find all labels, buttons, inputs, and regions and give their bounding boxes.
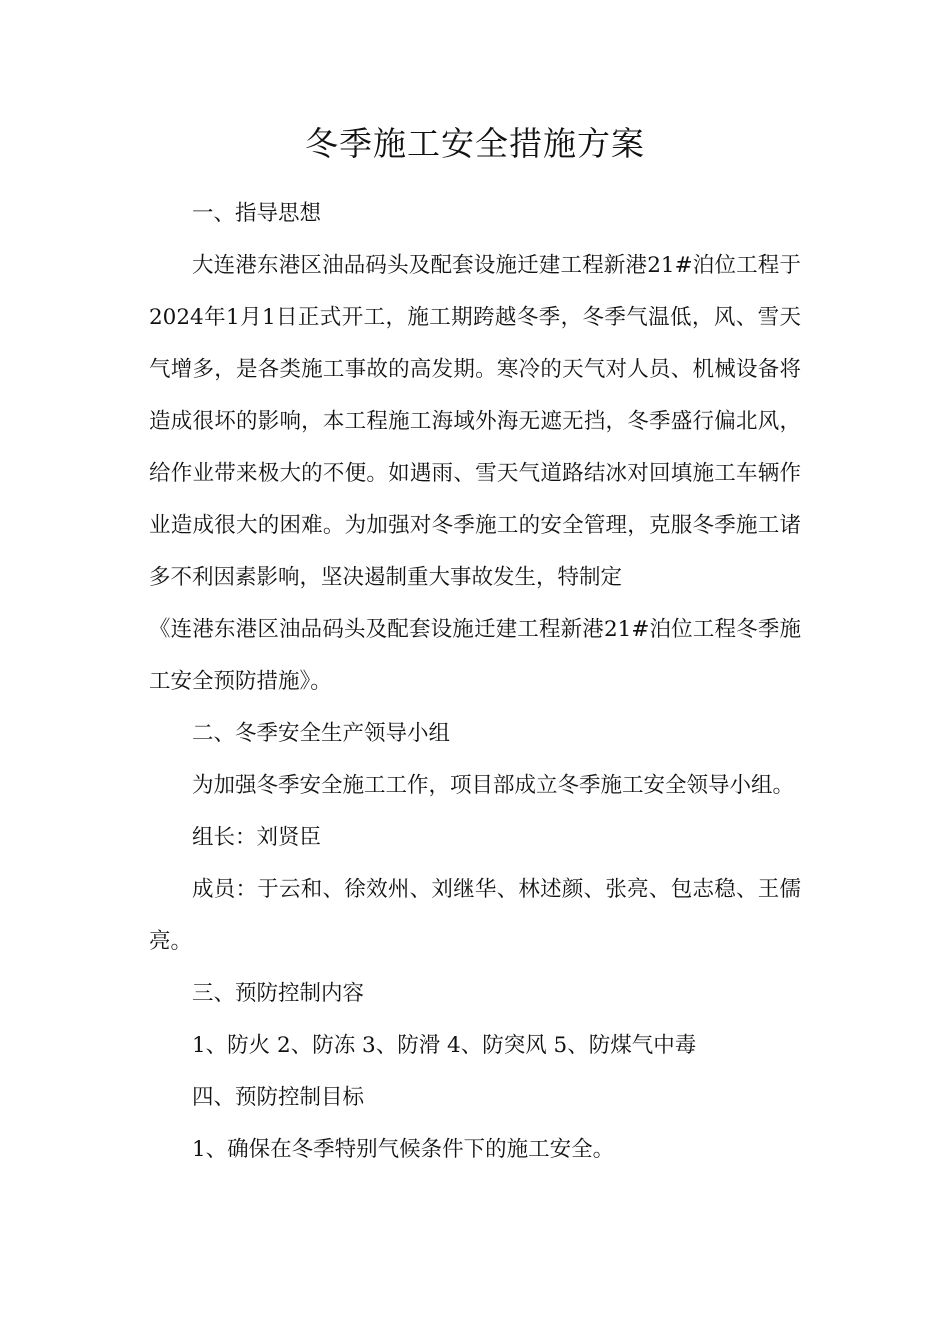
- group-members: 成员：于云和、徐效州、刘继华、林述颜、张亮、包志稳、王儒亮。: [149, 877, 801, 954]
- section-heading-guiding-ideology: 一、指导思想: [192, 201, 322, 226]
- section-heading-prevention-goals: 四、预防控制目标: [192, 1085, 365, 1110]
- prevention-goal-1: 1、确保在冬季特别气候条件下的施工安全。: [192, 1137, 615, 1162]
- document-title: 冬季施工安全措施方案: [305, 124, 645, 163]
- section-heading-leadership-group: 二、冬季安全生产领导小组: [192, 721, 451, 746]
- group-leader: 组长：刘贤臣: [192, 825, 322, 850]
- document-body: [149, 188, 801, 1176]
- paragraph-leadership-group: 为加强冬季安全施工工作，项目部成立冬季施工安全领导小组。: [192, 773, 795, 798]
- paragraph-measures-title: 《连港东港区油品码头及配套设施迁建工程新港21#泊位工程冬季施工安全预防措施》。: [149, 617, 801, 694]
- prevention-items: 1、防火 2、防冻 3、防滑 4、防突风 5、防煤气中毒: [192, 1033, 697, 1058]
- section-heading-prevention-content: 三、预防控制内容: [192, 981, 365, 1006]
- paragraph-background: 大连港东港区油品码头及配套设施迁建工程新港21#泊位工程于2024年1月1日正式开工，施工期跨越冬季，冬季气温低，风、雪天气增多，是各类施工事故的高发期。寒冷的天气对人员、机械设备将造成很坏的影响，本工程施工海域外海无遮无挡，冬季盛行偏北风，给作业带来极大的不便。如遇雨、雪天气道路结冰对回填施工车辆作业造成很大的困难。为加强对冬季施工的安全管理，克服冬季施工诸多不利因素影响，坚决遏制重大事故发生，特制定: [149, 253, 801, 590]
